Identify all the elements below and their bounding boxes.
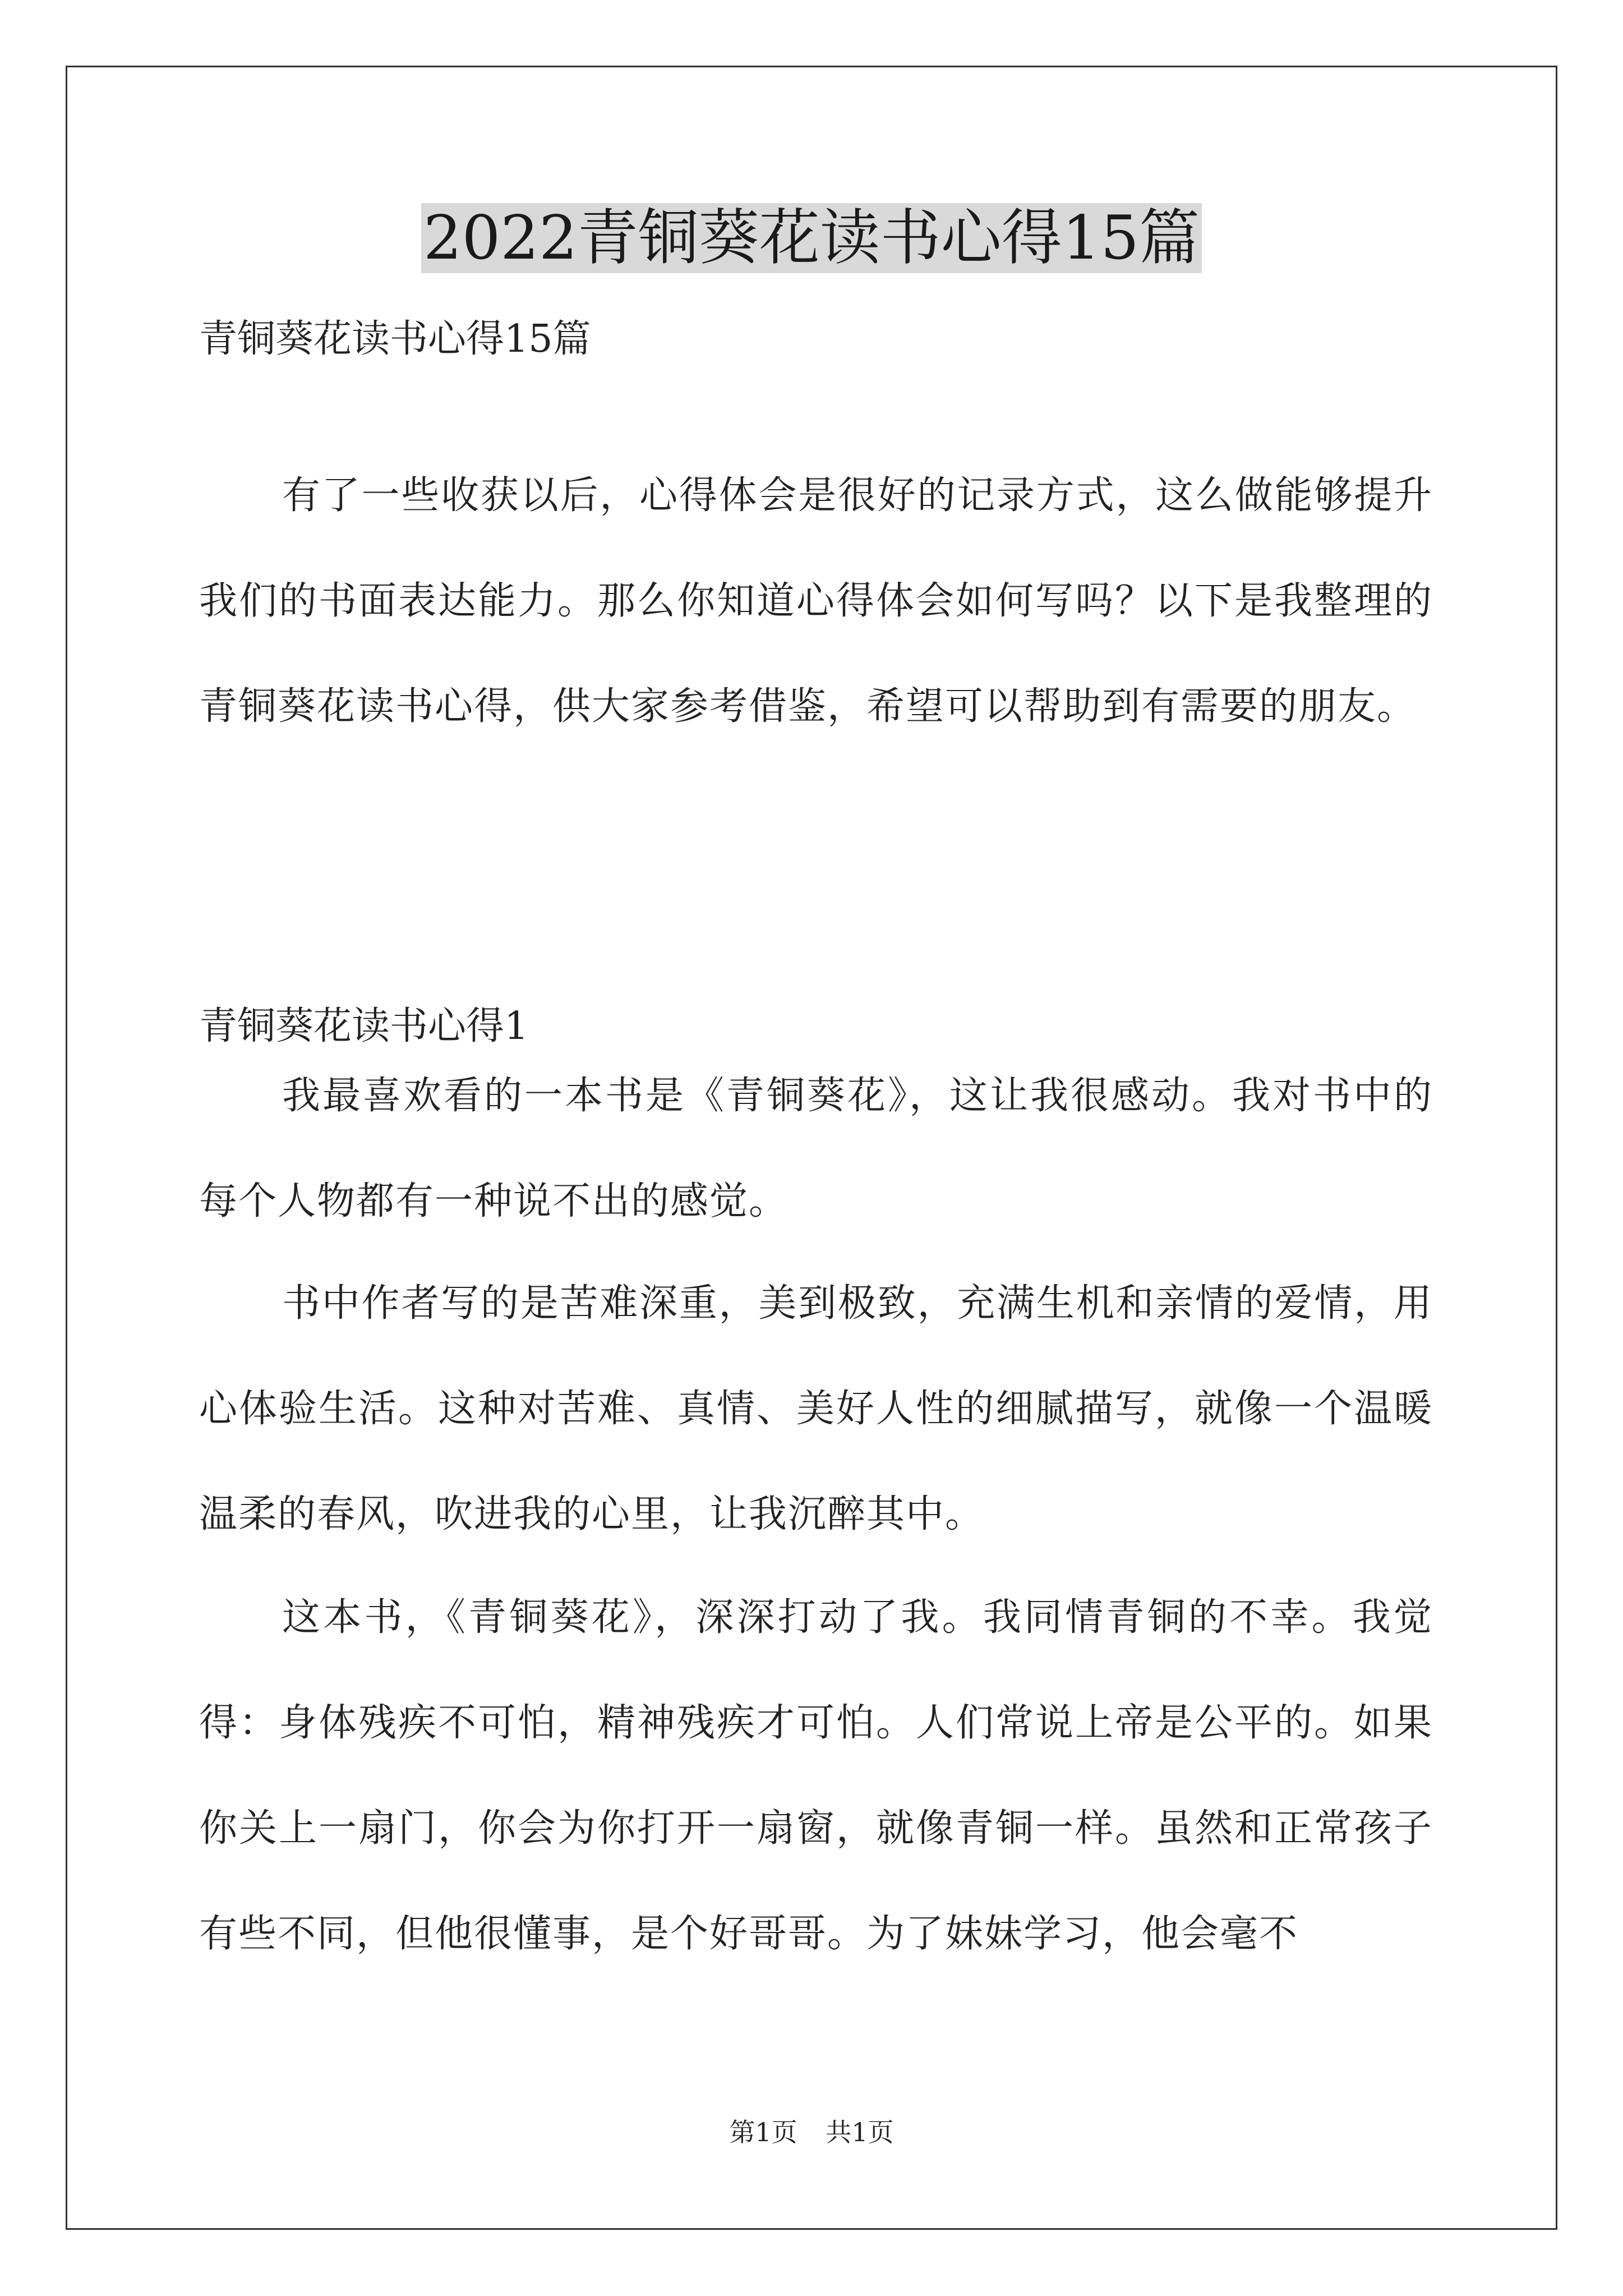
body-paragraph: 这本书，《青铜葵花》，深深打动了我。我同情青铜的不幸。我觉得：身体残疾不可怕，精神残疾才可怕。人们常说上帝是公平的。如果你关上一扇门，你会为你打开一扇窗，就像青铜一样。虽然和正常孩子有些不同，但他很懂事，是个好哥哥。为了妹妹学习，他会毫不: [199, 1595, 1433, 1956]
document-subtitle: 青铜葵花读书心得15篇: [199, 317, 591, 361]
body-paragraph: 书中作者写的是苦难深重，美到极致，充满生机和亲情的爱情，用心体验生活。这种对苦难、真情、美好人性的细腻描写，就像一个温暖温柔的春风，吹进我的心里，让我沉醉其中。: [199, 1281, 1433, 1536]
page-footer: [0, 2112, 1623, 2149]
section-title: 青铜葵花读书心得1: [199, 1004, 529, 1048]
page-total: 共1页: [826, 2117, 894, 2147]
body-paragraph: 我最喜欢看的一本书是《青铜葵花》，这让我很感动。我对书中的每个人物都有一种说不出的感觉。: [199, 1074, 1433, 1223]
document-title: 2022青铜葵花读书心得15篇: [421, 203, 1202, 273]
intro-paragraph: 有了一些收获以后，心得体会是很好的记录方式，这么做能够提升我们的书面表达能力。那么你知道心得体会如何写吗？以下是我整理的青铜葵花读书心得，供大家参考借鉴，希望可以帮助到有需要的朋友。: [199, 473, 1433, 729]
document-title-wrap: [0, 202, 1623, 275]
page-number: 第1页: [729, 2117, 797, 2147]
